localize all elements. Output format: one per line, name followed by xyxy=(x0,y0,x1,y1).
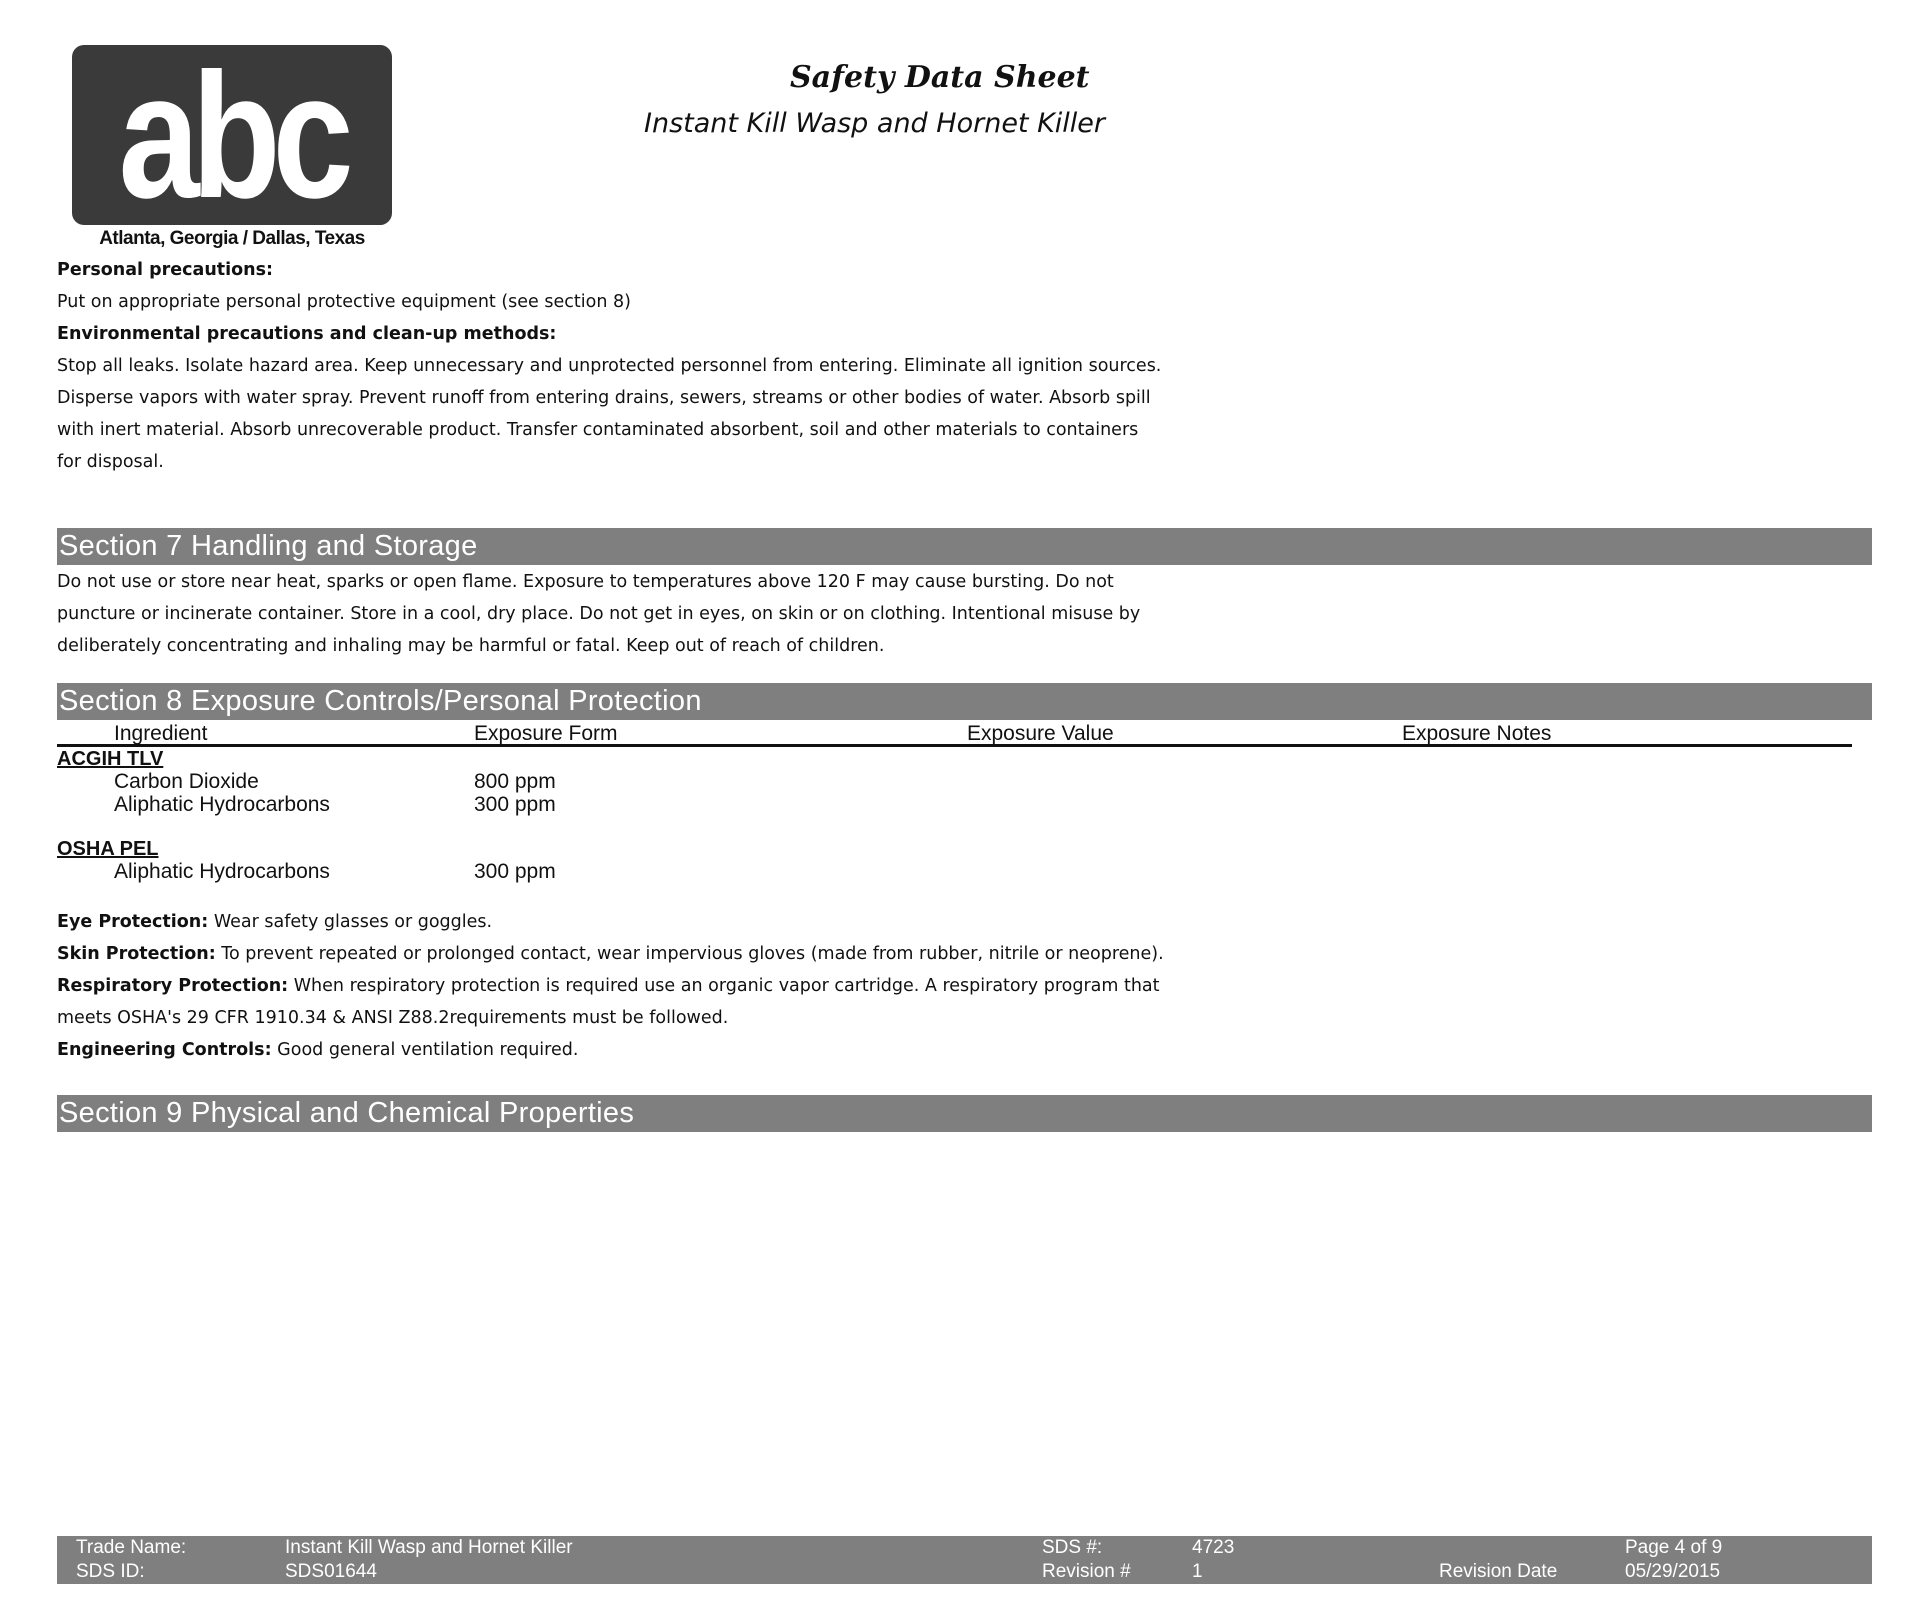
engineering-controls-text: Good general ventilation required. xyxy=(271,1040,579,1060)
ingredient-cell: Aliphatic Hydrocarbons xyxy=(114,793,330,816)
skin-protection xyxy=(57,938,1517,970)
sds-number-value: 4723 xyxy=(1192,1537,1235,1558)
section-8-header: Section 8 Exposure Controls/Personal Protection xyxy=(57,683,1872,720)
handling-line: Do not use or store near heat, sparks or open flame. Exposure to temperatures above 120 F may cause bursting. Do not xyxy=(57,572,1114,592)
respiratory-protection-continued: meets OSHA's 29 CFR 1910.34 & ANSI Z88.2requirements must be followed. xyxy=(57,1008,729,1028)
product-name: Instant Kill Wasp and Hornet Killer xyxy=(644,108,1106,139)
handling-storage-text xyxy=(57,566,1517,662)
page-footer xyxy=(57,1536,1872,1584)
handling-line: puncture or incinerate container. Store in a cool, dry place. Do not get in eyes, on skin or on clothing. Intentional misuse by xyxy=(57,604,1141,624)
revision-date-value: 05/29/2015 xyxy=(1625,1561,1721,1582)
exposure-group-osha: OSHA PEL xyxy=(57,838,159,860)
trade-name-label: Trade Name: xyxy=(76,1537,187,1558)
table-row xyxy=(57,793,1057,816)
respiratory-protection xyxy=(57,970,1517,1002)
column-exposure-value: Exposure Value xyxy=(967,722,1114,745)
environmental-precautions-heading: Environmental precautions and clean-up methods: xyxy=(57,324,557,344)
ingredient-cell: Aliphatic Hydrocarbons xyxy=(114,860,330,883)
revision-value: 1 xyxy=(1192,1561,1203,1582)
respiratory-protection-text: When respiratory protection is required use an organic vapor cartridge. A respiratory program that xyxy=(288,976,1160,996)
trade-name-value: Instant Kill Wasp and Hornet Killer xyxy=(285,1537,573,1558)
engineering-controls xyxy=(57,1034,1517,1066)
column-exposure-notes: Exposure Notes xyxy=(1402,722,1552,745)
skin-protection-label: Skin Protection: xyxy=(57,944,216,964)
company-logo xyxy=(72,36,392,235)
eye-protection-label: Eye Protection: xyxy=(57,912,209,932)
environmental-line: Stop all leaks. Isolate hazard area. Keep unnecessary and unprotected personnel from entering. Eliminate all ignition sources. xyxy=(57,356,1162,376)
section-9-header: Section 9 Physical and Chemical Properties xyxy=(57,1095,1872,1132)
section-7-header: Section 7 Handling and Storage xyxy=(57,528,1872,565)
sds-id-label: SDS ID: xyxy=(76,1561,145,1582)
eye-protection xyxy=(57,906,1517,938)
eye-protection-text: Wear safety glasses or goggles. xyxy=(208,912,493,932)
exposure-form-cell: 800 ppm xyxy=(474,770,556,793)
environmental-line: for disposal. xyxy=(57,452,164,472)
respiratory-protection-label: Respiratory Protection: xyxy=(57,976,289,996)
logo-caption: Atlanta, Georgia / Dallas, Texas xyxy=(99,228,365,249)
protection-text xyxy=(57,906,1517,1066)
ingredient-cell: Carbon Dioxide xyxy=(114,770,259,793)
logo-text: abc xyxy=(118,36,346,235)
document-title: Safety Data Sheet xyxy=(790,60,1090,95)
environmental-line: with inert material. Absorb unrecoverable product. Transfer contaminated absorbent, soil and other materials to containers xyxy=(57,420,1139,440)
sds-number-label: SDS #: xyxy=(1042,1537,1103,1558)
exposure-table-header xyxy=(57,722,1852,747)
environmental-line: Disperse vapors with water spray. Prevent runoff from entering drains, sewers, streams or other bodies of water. Absorb spill xyxy=(57,388,1151,408)
exposure-group-acgih: ACGIH TLV xyxy=(57,748,164,770)
accidental-release-text xyxy=(57,254,1517,478)
page-number: Page 4 of 9 xyxy=(1625,1537,1723,1558)
skin-protection-text: To prevent repeated or prolonged contact, wear impervious gloves (made from rubber, nitrile or neoprene). xyxy=(215,944,1164,964)
personal-precautions-heading: Personal precautions: xyxy=(57,260,274,280)
table-row xyxy=(57,770,1057,793)
revision-label: Revision # xyxy=(1042,1561,1131,1582)
table-row xyxy=(57,860,1057,883)
column-ingredient: Ingredient xyxy=(114,722,208,745)
handling-line: deliberately concentrating and inhaling may be harmful or fatal. Keep out of reach of children. xyxy=(57,636,885,656)
engineering-controls-label: Engineering Controls: xyxy=(57,1040,272,1060)
revision-date-label: Revision Date xyxy=(1439,1561,1558,1582)
exposure-form-cell: 300 ppm xyxy=(474,860,556,883)
column-exposure-form: Exposure Form xyxy=(474,722,618,745)
sds-id-value: SDS01644 xyxy=(285,1561,377,1582)
personal-precautions-text: Put on appropriate personal protective equipment (see section 8) xyxy=(57,292,631,312)
exposure-form-cell: 300 ppm xyxy=(474,793,556,816)
